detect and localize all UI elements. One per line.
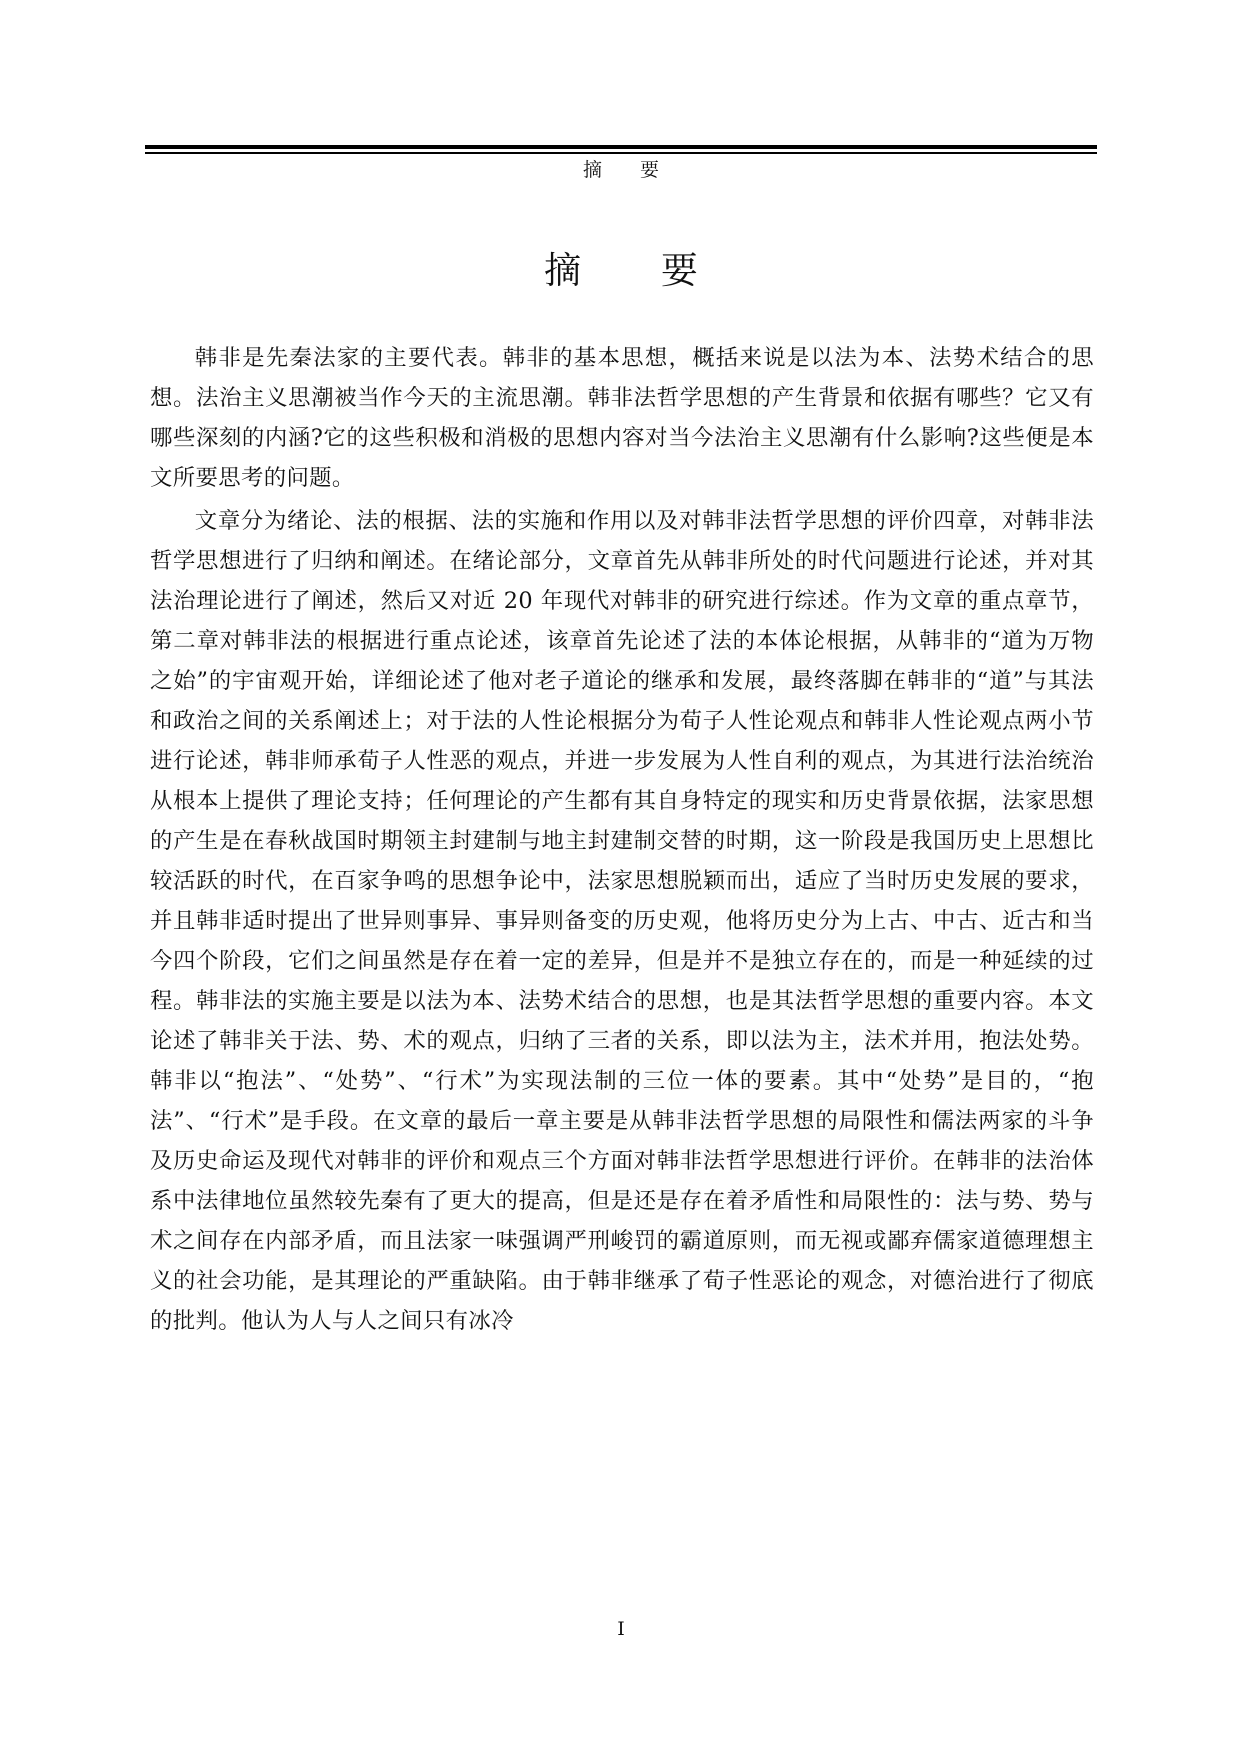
paragraph: 韩非是先秦法家的主要代表。韩非的基本思想，概括来说是以法为本、法势术结合的思想。法治主义思潮被当作今天的主流思潮。韩非法哲学思想的产生背景和依据有哪些？它又有哪些深刻的内涵?它的这些积极和消极的思想内容对当今法治主义思潮有什么影响?这些便是本文所要思考的问题。 bbox=[150, 345, 1094, 491]
page-title: 摘 要 bbox=[544, 249, 732, 292]
paragraph: 文章分为绪论、法的根据、法的实施和作用以及对韩非法哲学思想的评价四章，对韩非法哲学思想进行了归纳和阐述。在绪论部分，文章首先从韩非所处的时代问题进行论述，并对其法治理论进行了阐述，然后又对近 20 年现代对韩非的研究进行综述。作为文章的重点章节，第二章对韩非法的根据进行重点论述，该章首先论述了法的本体论根据，从韩非的“道为万物之始”的宇宙观开始，详细论述了他对老子道论的继承和发展，最终落脚在韩非的“道”与其法和政治之间的关系阐述上；对于法的人性论根据分为荀子人性论观点和韩非人性论观点两小节进行论述，韩非师承荀子人性恶的观点，并进一步发展为人性自利的观点，为其进行法治统治从根本上提供了理论支持；任何理论的产生都有其自身特定的现实和历史背景依据，法家思想的产生是在春秋战国时期领主封建制与地主封建制交替的时期，这一阶段是我国历史上思想比较活跃的时代，在百家争鸣的思想争论中，法家思想脱颖而出，适应了当时历史发展的要求，并且韩非适时提出了世异则事异、事异则备变的历史观，他将历史分为上古、中古、近古和当今四个阶段，它们之间虽然是存在着一定的差异，但是并不是独立存在的，而是一种延续的过程。韩非法的实施主要是以法为本、法势术结合的思想，也是其法哲学思想的重要内容。本文论述了韩非关于法、势、术的观点，归纳了三者的关系，即以法为主，法术并用，抱法处势。韩非以“抱法”、“处势”、“行术”为实现法制的三位一体的要素。其中“处势”是目的，“抱法”、“行术”是手段。在文章的最后一章主要是从韩非法哲学思想的局限性和儒法两家的斗争及历史命运及现代对韩非的评价和观点三个方面对韩非法哲学思想进行评价。在韩非的法治体系中法律地位虽然较先秦有了更大的提高，但是还是存在着矛盾性和局限性的：法与势、势与术之间存在内部矛盾，而且法家一味强调严刑峻罚的霸道原则，而无视或鄙弃儒家道德理想主义的社会功能，是其理论的严重缺陷。由于韩非继承了荀子性恶论的观念，对德治进行了彻底的批判。他认为人与人之间只有冰冷 bbox=[150, 508, 1094, 1334]
header-rule-thick bbox=[145, 145, 1097, 149]
page-number: I bbox=[617, 1618, 625, 1640]
header-rule-thin bbox=[145, 152, 1097, 154]
abstract-body bbox=[150, 338, 1094, 1344]
running-header: 摘 要 bbox=[582, 159, 676, 181]
